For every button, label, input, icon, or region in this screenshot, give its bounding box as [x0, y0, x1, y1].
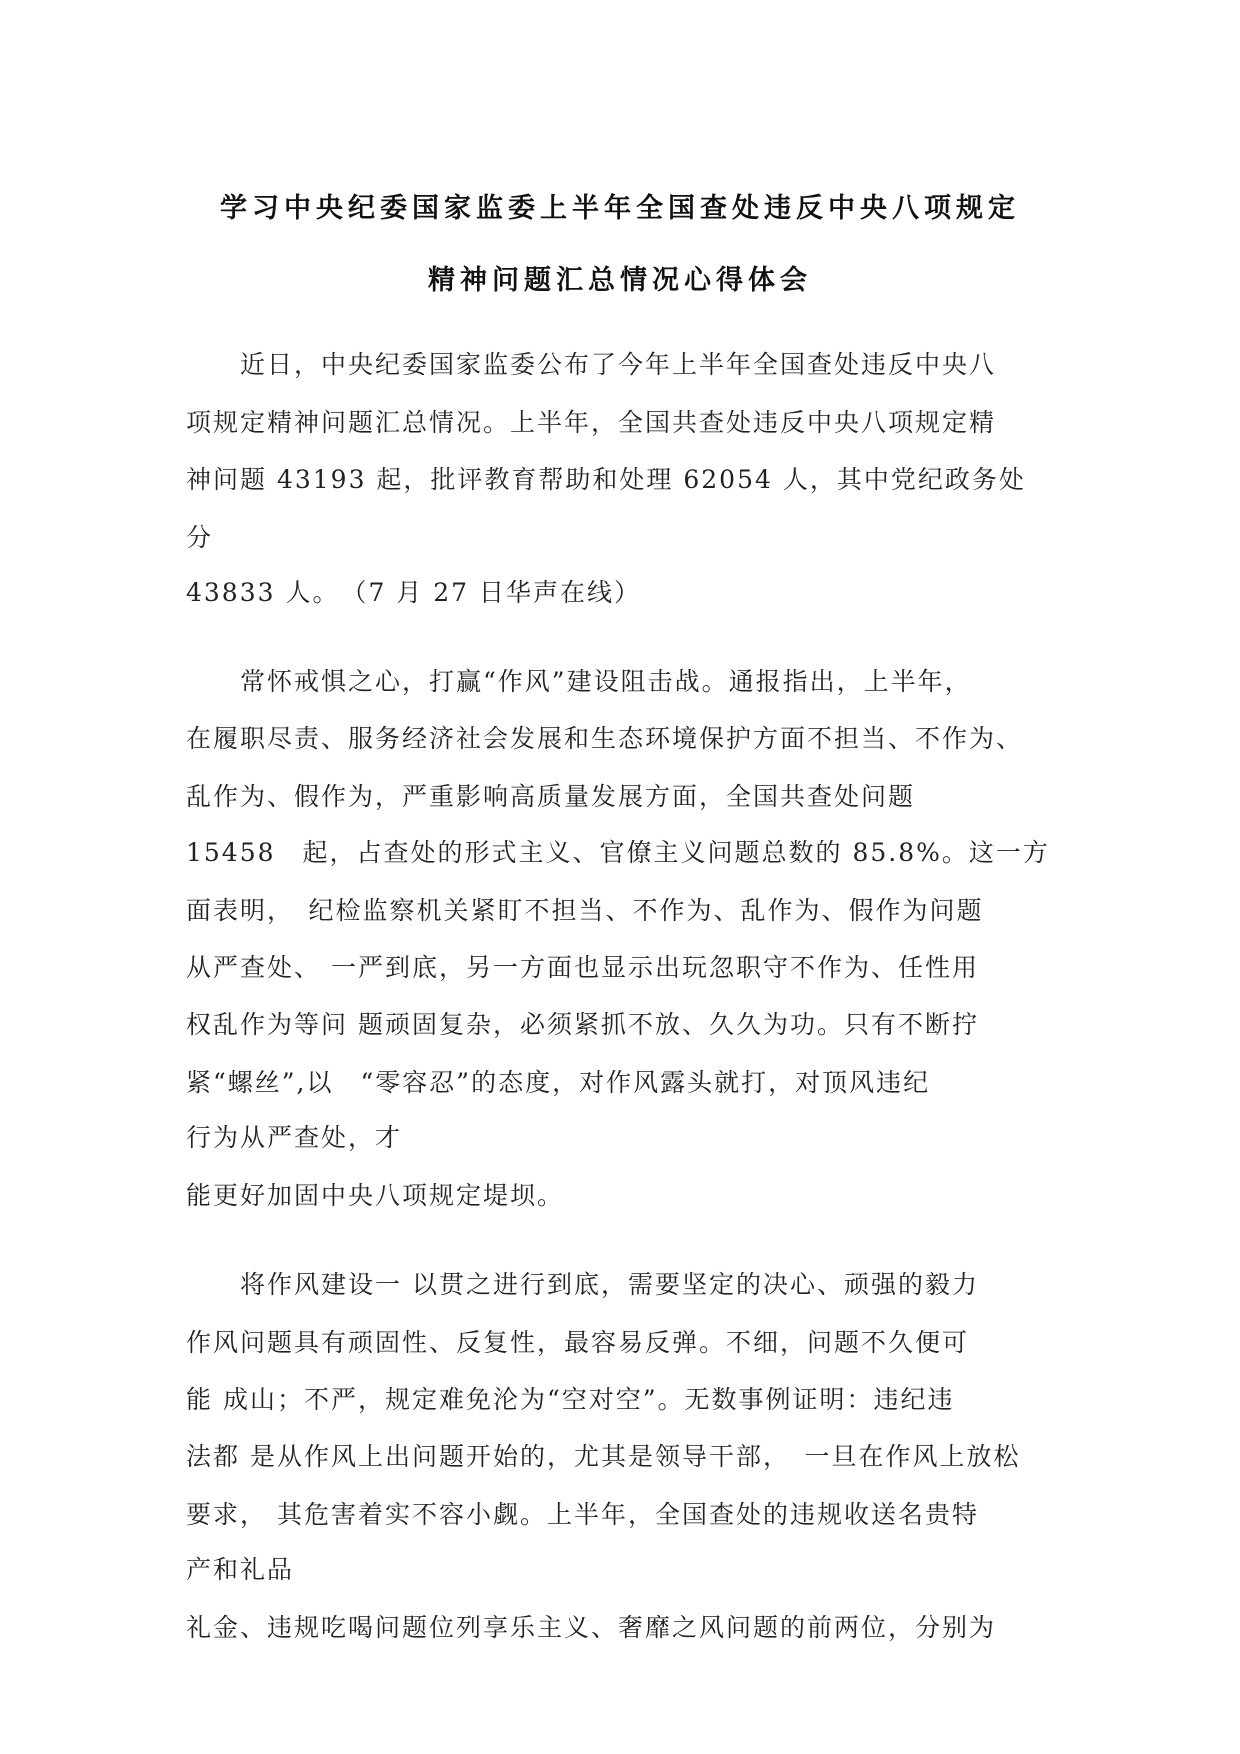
body-line: 43833 人。 （7 月 27 日华声在线）	[186, 578, 642, 607]
body-line: 能更好加固中央八项规定堤坝。	[186, 1181, 565, 1210]
body-line: 将作风建设一 以贯之进行到底，需要坚定的决心、顽强的毅力	[186, 1270, 979, 1299]
body-line: 在履职尽责、服务经济社会发展和生态环境保护方面不担当、不作为、	[186, 724, 1024, 753]
body-line: 礼金、违规吃喝问题位列享乐主义、奢靡之风问题的前两位，分别为	[186, 1613, 997, 1642]
body-line: 面表明， 纪检监察机关紧盯不担当、不作为、乱作为、假作为问题	[186, 896, 984, 925]
body-line: 常怀戒惧之心，打赢“作风”建设阻击战。通报指出，上半年，	[186, 667, 972, 696]
body-line: 能 成山；不严，规定难免沦为“空对空”。无数事例证明：违纪违	[186, 1385, 955, 1414]
body-line: 法都 是从作风上出问题开始的，尤其是领导干部， 一旦在作风上放松	[186, 1442, 1021, 1471]
body-line: 紧“螺丝”,以 “零容忍”的态度，对作风露头就打，对顶风违纪	[186, 1068, 931, 1097]
body-line: 项规定精神问题汇总情况。上半年，全国共查处违反中央八项规定精	[186, 408, 997, 437]
body-line: 要求， 其危害着实不容小觑。上半年，全国查处的违规收送名贵特	[186, 1500, 979, 1529]
body-line: 从严查处、 一严到底，另一方面也显示出玩忽职守不作为、任性用	[186, 953, 979, 982]
body-line: 作风问题具有顽固性、反复性，最容易反弹。不细，问题不久便可	[186, 1328, 970, 1357]
body-line: 乱作为、假作为，严重影响高质量发展方面，全国共查处问题	[186, 782, 916, 811]
body-line: 分	[186, 523, 214, 552]
body-line: 权乱作为等问 题顽固复杂，必须紧抓不放、久久为功。只有不断拧	[186, 1010, 979, 1039]
body-line: 行为从严查处，才	[186, 1123, 403, 1152]
document-title-line-2: 精神问题汇总情况心得体会	[428, 265, 812, 296]
body-line: 神问题 43193 起，批评教育帮助和处理 62054 人，其中党纪政务处	[186, 465, 1026, 494]
body-line: 近日，中央纪委国家监委公布了今年上半年全国查处违反中央八	[186, 350, 997, 379]
document-title-line-1: 学习中央纪委国家监委上半年全国查处违反中央八项规定	[220, 193, 1020, 224]
body-line: 15458 起，占查处的形式主义、官僚主义问题总数的 85.8%。这一方	[186, 838, 1050, 867]
body-line: 产和礼品	[186, 1555, 295, 1584]
